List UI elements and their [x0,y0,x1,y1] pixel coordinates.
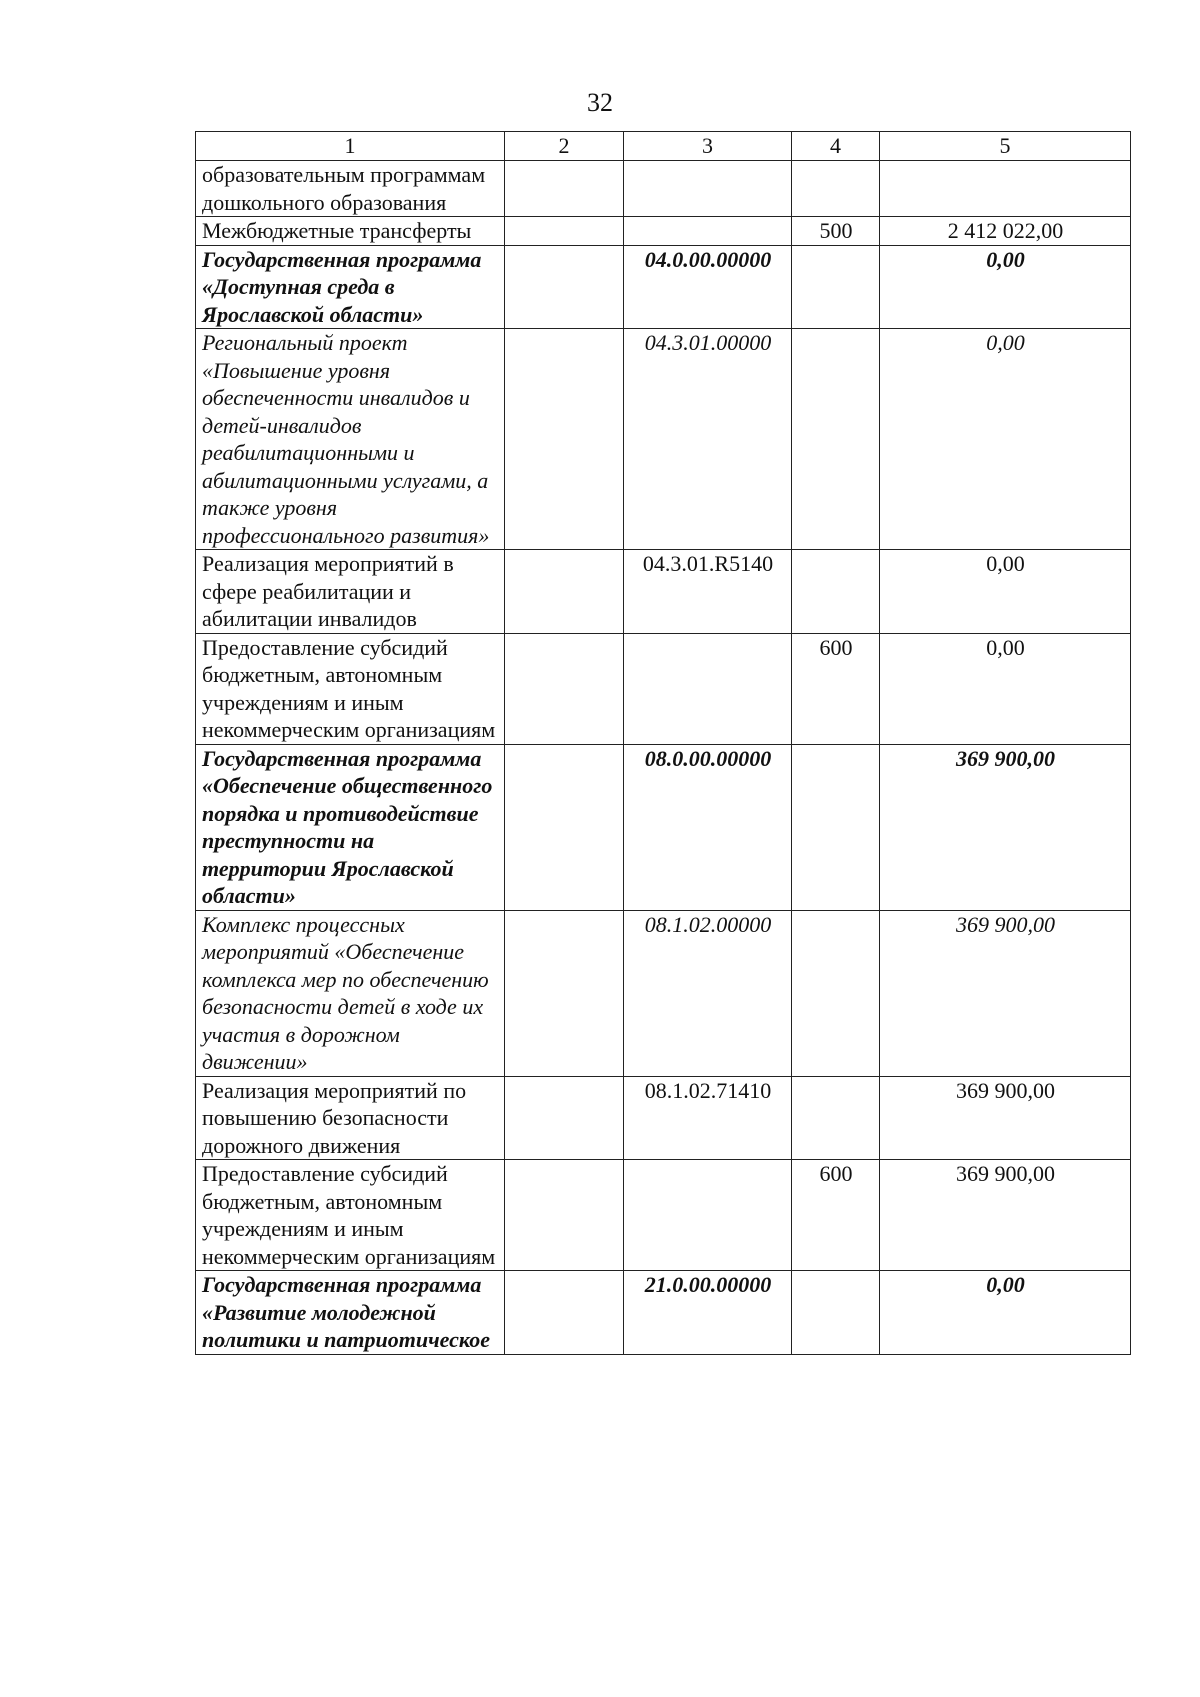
row-col2-cell [505,1076,624,1160]
row-name-cell: Государственная программа «Обеспечение общественного порядка и противодействие преступности на территории Ярославской области» [196,744,505,910]
row-type-cell: 600 [792,1160,880,1271]
row-col2-cell [505,744,624,910]
table-body [196,161,1131,1355]
page-number: 32 [587,88,613,117]
row-type-cell [792,329,880,550]
budget-table [195,131,1131,1355]
row-amount-cell: 369 900,00 [880,910,1131,1076]
row-name-cell: Реализация мероприятий по повышению безопасности дорожного движения [196,1076,505,1160]
header-row [196,132,1131,161]
row-code-cell [624,633,792,744]
row-col2-cell [505,329,624,550]
row-name-cell: Предоставление субсидий бюджетным, автономным учреждениям и иным некоммерческим организациям [196,633,505,744]
table-header [196,132,1131,161]
row-name-cell: Комплекс процессных мероприятий «Обеспечение комплекса мер по обеспечению безопасности детей в ходе их участия в дорожном движении» [196,910,505,1076]
column-header-2: 2 [505,132,624,161]
row-name-cell: Реализация мероприятий в сфере реабилитации и абилитации инвалидов [196,550,505,634]
row-name-cell: Предоставление субсидий бюджетным, автономным учреждениям и иным некоммерческим организациям [196,1160,505,1271]
table-row [196,1271,1131,1355]
table-row [196,744,1131,910]
row-amount-cell: 0,00 [880,245,1131,329]
row-type-cell [792,910,880,1076]
row-code-cell [624,161,792,217]
row-name-cell: Государственная программа «Доступная среда в Ярославской области» [196,245,505,329]
table-row [196,550,1131,634]
row-amount-cell: 0,00 [880,550,1131,634]
table-row [196,1160,1131,1271]
table-row [196,245,1131,329]
table-row [196,1076,1131,1160]
table-row [196,910,1131,1076]
table-row [196,633,1131,744]
row-amount-cell: 0,00 [880,329,1131,550]
row-type-cell [792,1076,880,1160]
row-col2-cell [505,217,624,246]
row-code-cell: 04.3.01.00000 [624,329,792,550]
row-name-cell: Региональный проект «Повышение уровня обеспеченности инвалидов и детей-инвалидов реабилитационными и абилитационными услугами, а также уровня профессионального развития» [196,329,505,550]
row-col2-cell [505,633,624,744]
column-header-5: 5 [880,132,1131,161]
row-code-cell: 04.0.00.00000 [624,245,792,329]
row-type-cell [792,550,880,634]
row-type-cell: 600 [792,633,880,744]
row-type-cell [792,245,880,329]
row-col2-cell [505,1160,624,1271]
row-amount-cell [880,161,1131,217]
column-header-3: 3 [624,132,792,161]
row-amount-cell: 0,00 [880,1271,1131,1355]
row-col2-cell [505,161,624,217]
row-code-cell: 08.1.02.71410 [624,1076,792,1160]
table-row [196,217,1131,246]
column-header-1: 1 [196,132,505,161]
row-col2-cell [505,550,624,634]
row-type-cell [792,1271,880,1355]
row-col2-cell [505,910,624,1076]
row-code-cell: 08.0.00.00000 [624,744,792,910]
table-row [196,161,1131,217]
row-col2-cell [505,1271,624,1355]
row-code-cell: 21.0.00.00000 [624,1271,792,1355]
row-col2-cell [505,245,624,329]
table-row [196,329,1131,550]
row-type-cell: 500 [792,217,880,246]
row-amount-cell: 369 900,00 [880,744,1131,910]
row-code-cell [624,217,792,246]
column-header-4: 4 [792,132,880,161]
row-name-cell: образовательным программам дошкольного образования [196,161,505,217]
row-amount-cell: 369 900,00 [880,1076,1131,1160]
row-code-cell [624,1160,792,1271]
row-name-cell: Межбюджетные трансферты [196,217,505,246]
row-amount-cell: 2 412 022,00 [880,217,1131,246]
row-type-cell [792,744,880,910]
row-code-cell: 04.3.01.R5140 [624,550,792,634]
row-code-cell: 08.1.02.00000 [624,910,792,1076]
row-amount-cell: 369 900,00 [880,1160,1131,1271]
row-amount-cell: 0,00 [880,633,1131,744]
row-type-cell [792,161,880,217]
row-name-cell: Государственная программа «Развитие молодежной политики и патриотическое [196,1271,505,1355]
